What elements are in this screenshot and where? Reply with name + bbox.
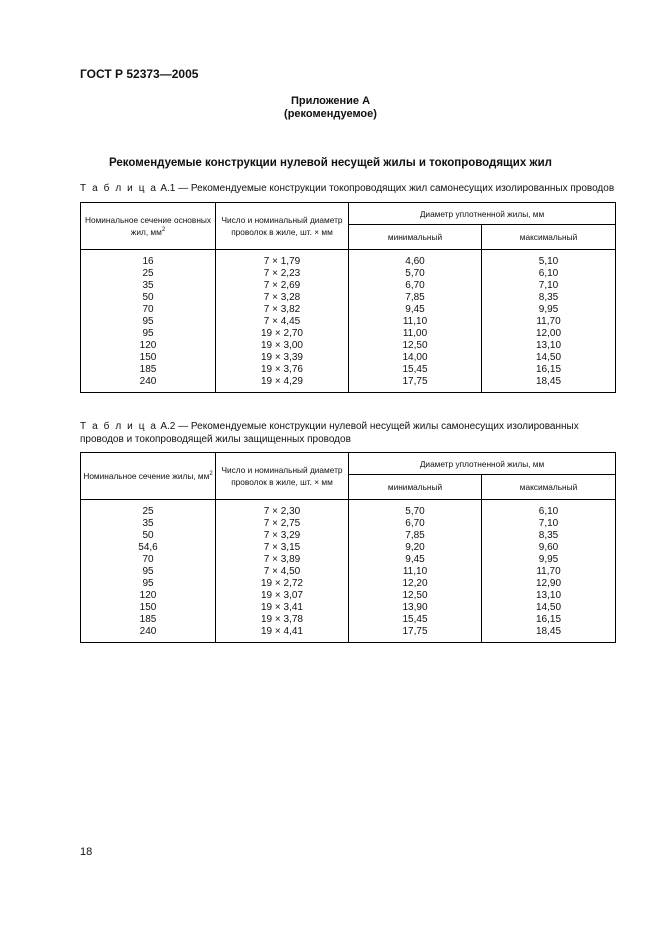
cell-wires: 19 × 3,76 (216, 364, 349, 376)
cell-wires: 7 × 3,28 (216, 292, 349, 304)
cell-wires: 19 × 3,78 (216, 614, 349, 626)
cell-wires: 7 × 4,50 (216, 566, 349, 578)
cell-section: 150 (81, 602, 216, 614)
cell-diameter-min: 7,85 (349, 292, 482, 304)
table-row (81, 590, 616, 602)
cell-section: 120 (81, 590, 216, 602)
cell-diameter-max: 16,15 (482, 614, 616, 626)
cell-section: 240 (81, 626, 216, 643)
cell-section: 54,6 (81, 542, 216, 554)
cell-section: 95 (81, 566, 216, 578)
cell-section: 25 (81, 500, 216, 519)
table-a2-caption (80, 420, 620, 446)
table-row (81, 364, 616, 376)
cell-wires: 7 × 4,45 (216, 316, 349, 328)
table-a1-caption (80, 182, 614, 195)
col-header-diameter: Диаметр уплотненной жилы, мм (349, 203, 616, 225)
table-a1-label: Т а б л и ц а (80, 183, 158, 194)
table-row (81, 316, 616, 328)
table-row (81, 614, 616, 626)
table-row (81, 376, 616, 393)
table-row (81, 626, 616, 643)
table-a1-caption-text: А.1 — Рекомендуемые конструкции токопроводящих жил самонесущих изолированных проводов (157, 183, 615, 194)
cell-diameter-min: 11,00 (349, 328, 482, 340)
cell-wires: 19 × 2,70 (216, 328, 349, 340)
table-a2-caption-text: А.2 — Рекомендуемые конструкции нулевой несущей жилы самонесущих изолированных проводов и токопроводящей жилы защищенных проводов (80, 421, 579, 445)
cell-diameter-min: 9,20 (349, 542, 482, 554)
col-header-wires: Число и номинальный диаметр проволок в жиле, шт. × мм (216, 203, 349, 250)
cell-diameter-min: 6,70 (349, 280, 482, 292)
cell-diameter-max: 18,45 (482, 626, 616, 643)
cell-wires: 19 × 3,00 (216, 340, 349, 352)
table-row (81, 280, 616, 292)
cell-wires: 19 × 3,41 (216, 602, 349, 614)
page-number: 18 (80, 846, 93, 858)
table-row (81, 530, 616, 542)
cell-diameter-max: 14,50 (482, 352, 616, 364)
table-row (81, 542, 616, 554)
appendix-subtitle: (рекомендуемое) (284, 108, 377, 120)
cell-wires: 19 × 4,29 (216, 376, 349, 393)
cell-diameter-min: 5,70 (349, 500, 482, 519)
cell-diameter-max: 11,70 (482, 316, 616, 328)
cell-diameter-min: 12,50 (349, 590, 482, 602)
col-header-section: Номинальное сечение основных жил, $мм^2$ (81, 203, 216, 250)
col-header-section: Номинальное сечение жилы, $мм^2$ (81, 453, 216, 500)
cell-diameter-min: 12,50 (349, 340, 482, 352)
table-row (81, 500, 616, 519)
cell-wires: 19 × 4,41 (216, 626, 349, 643)
cell-wires: 7 × 2,30 (216, 500, 349, 519)
document-code: ГОСТ Р 52373—2005 (80, 67, 199, 81)
cell-diameter-max: 16,15 (482, 364, 616, 376)
table-row (81, 292, 616, 304)
cell-diameter-max: 12,00 (482, 328, 616, 340)
col-header-diameter: Диаметр уплотненной жилы, мм (349, 453, 616, 475)
col-header-max: максимальный (482, 475, 616, 500)
cell-section: 16 (81, 250, 216, 269)
cell-diameter-max: 7,10 (482, 518, 616, 530)
cell-wires: 7 × 3,15 (216, 542, 349, 554)
cell-wires: 19 × 2,72 (216, 578, 349, 590)
cell-diameter-max: 9,95 (482, 554, 616, 566)
cell-section: 185 (81, 614, 216, 626)
table-row (81, 328, 616, 340)
cell-section: 95 (81, 328, 216, 340)
cell-wires: 7 × 1,79 (216, 250, 349, 269)
col-header-max: максимальный (482, 225, 616, 250)
cell-diameter-min: 9,45 (349, 554, 482, 566)
cell-diameter-min: 13,90 (349, 602, 482, 614)
cell-section: 150 (81, 352, 216, 364)
cell-section: 95 (81, 578, 216, 590)
cell-diameter-max: 6,10 (482, 268, 616, 280)
cell-wires: 7 × 2,69 (216, 280, 349, 292)
cell-wires: 7 × 3,89 (216, 554, 349, 566)
cell-diameter-min: 14,00 (349, 352, 482, 364)
cell-diameter-min: 12,20 (349, 578, 482, 590)
cell-diameter-max: 9,95 (482, 304, 616, 316)
table-row (81, 268, 616, 280)
cell-section: 185 (81, 364, 216, 376)
cell-wires: 7 × 2,23 (216, 268, 349, 280)
table-row (81, 602, 616, 614)
table-row (81, 340, 616, 352)
cell-section: 95 (81, 316, 216, 328)
cell-diameter-max: 9,60 (482, 542, 616, 554)
cell-section: 50 (81, 530, 216, 542)
cell-diameter-min: 7,85 (349, 530, 482, 542)
cell-diameter-max: 5,10 (482, 250, 616, 269)
cell-diameter-min: 15,45 (349, 364, 482, 376)
table-a1 (80, 202, 616, 393)
cell-diameter-max: 18,45 (482, 376, 616, 393)
cell-wires: 19 × 3,07 (216, 590, 349, 602)
cell-wires: 19 × 3,39 (216, 352, 349, 364)
cell-section: 25 (81, 268, 216, 280)
table-row (81, 578, 616, 590)
cell-diameter-min: 17,75 (349, 376, 482, 393)
cell-section: 240 (81, 376, 216, 393)
cell-diameter-max: 14,50 (482, 602, 616, 614)
cell-section: 70 (81, 304, 216, 316)
col-header-wires: Число и номинальный диаметр проволок в жиле, шт. × мм (216, 453, 349, 500)
section-heading: Рекомендуемые конструкции нулевой несущей жилы и токопроводящих жил (109, 157, 552, 169)
table-row (81, 554, 616, 566)
cell-wires: 7 × 3,29 (216, 530, 349, 542)
table-row (81, 566, 616, 578)
cell-diameter-max: 6,10 (482, 500, 616, 519)
cell-diameter-max: 8,35 (482, 530, 616, 542)
cell-diameter-max: 13,10 (482, 590, 616, 602)
table-a1-body (81, 250, 616, 393)
cell-diameter-max: 11,70 (482, 566, 616, 578)
table-row (81, 352, 616, 364)
cell-section: 50 (81, 292, 216, 304)
cell-diameter-min: 11,10 (349, 566, 482, 578)
cell-diameter-min: 17,75 (349, 626, 482, 643)
cell-section: 35 (81, 518, 216, 530)
cell-diameter-max: 13,10 (482, 340, 616, 352)
cell-diameter-max: 7,10 (482, 280, 616, 292)
table-a2-body (81, 500, 616, 643)
cell-wires: 7 × 2,75 (216, 518, 349, 530)
cell-diameter-min: 4,60 (349, 250, 482, 269)
cell-diameter-max: 12,90 (482, 578, 616, 590)
table-row (81, 518, 616, 530)
cell-section: 120 (81, 340, 216, 352)
appendix-title-block (0, 95, 661, 121)
cell-wires: 7 × 3,82 (216, 304, 349, 316)
col-header-min: минимальный (349, 475, 482, 500)
cell-section: 35 (81, 280, 216, 292)
table-a2 (80, 452, 616, 643)
cell-diameter-min: 9,45 (349, 304, 482, 316)
cell-diameter-min: 11,10 (349, 316, 482, 328)
table-row (81, 250, 616, 269)
cell-diameter-max: 8,35 (482, 292, 616, 304)
cell-diameter-min: 5,70 (349, 268, 482, 280)
cell-section: 70 (81, 554, 216, 566)
cell-diameter-min: 6,70 (349, 518, 482, 530)
table-row (81, 304, 616, 316)
col-header-min: минимальный (349, 225, 482, 250)
cell-diameter-min: 15,45 (349, 614, 482, 626)
appendix-title: Приложение А (290, 95, 371, 107)
table-a2-label: Т а б л и ц а (80, 421, 158, 432)
